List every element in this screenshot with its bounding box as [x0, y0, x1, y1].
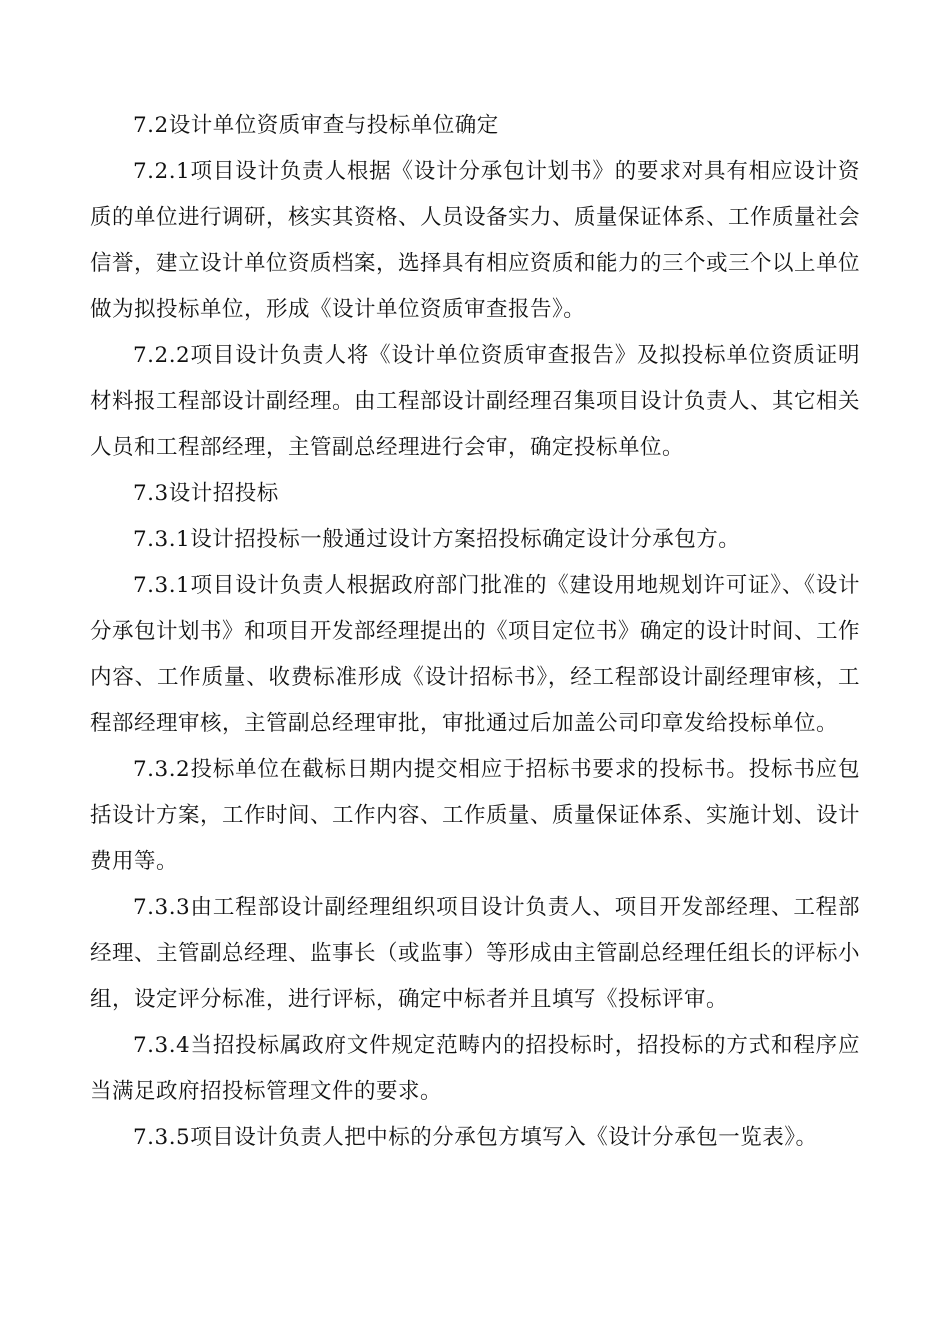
paragraph-7-3-4: 7.3.4当招投标属政府文件规定范畴内的招投标时，招投标的方式和程序应当满足政府招投标管理文件的要求。 — [90, 1033, 860, 1104]
paragraph-7-3-3: 7.3.3由工程部设计副经理组织项目设计负责人、项目开发部经理、工程部经理、主管副总经理、监事长（或监事）等形成由主管副总经理任组长的评标小组，设定评分标准，进行评标，确定中标者并且填写《投标评审。 — [90, 895, 861, 1012]
paragraph-7-2-1: 7.2.1项目设计负责人根据《设计分承包计划书》的要求对具有相应设计资质的单位进行调研，核实其资格、人员设备实力、质量保证体系、工作质量社会信誉，建立设计单位资质档案，选择具有相应资质和能力的三个或三个以上单位做为拟投标单位，形成《设计单位资质审查报告》。 — [90, 159, 861, 322]
paragraph-7-3-2: 7.3.2投标单位在截标日期内提交相应于招标书要求的投标书。投标书应包括设计方案，工作时间、工作内容、工作质量、质量保证体系、实施计划、设计费用等。 — [90, 757, 861, 874]
paragraph-7-2-2: 7.2.2项目设计负责人将《设计单位资质审查报告》及拟投标单位资质证明材料报工程部设计副经理。由工程部设计副经理召集项目设计负责人、其它相关人员和工程部经理，主管副总经理进行会审，确定投标单位。 — [90, 343, 861, 460]
paragraph-7-3-5: 7.3.5项目设计负责人把中标的分承包方填写入《设计分承包一览表》。 — [133, 1125, 818, 1150]
section-heading-7-2: 7.2设计单位资质审查与投标单位确定 — [133, 113, 499, 138]
paragraph-7-3-1-a: 7.3.1设计招投标一般通过设计方案招投标确定设计分承包方。 — [133, 527, 741, 552]
section-heading-7-3: 7.3设计招投标 — [133, 481, 279, 506]
paragraph-7-3-1-b: 7.3.1项目设计负责人根据政府部门批准的《建设用地规划许可证》、《设计分承包计划书》和项目开发部经理提出的《项目定位书》确定的设计时间、工作内容、工作质量、收费标准形成《设计招标书》，经工程部设计副经理审核，工程部经理审核，主管副总经理审批，审批通过后加盖公司印章发给投标单位。 — [90, 573, 861, 736]
